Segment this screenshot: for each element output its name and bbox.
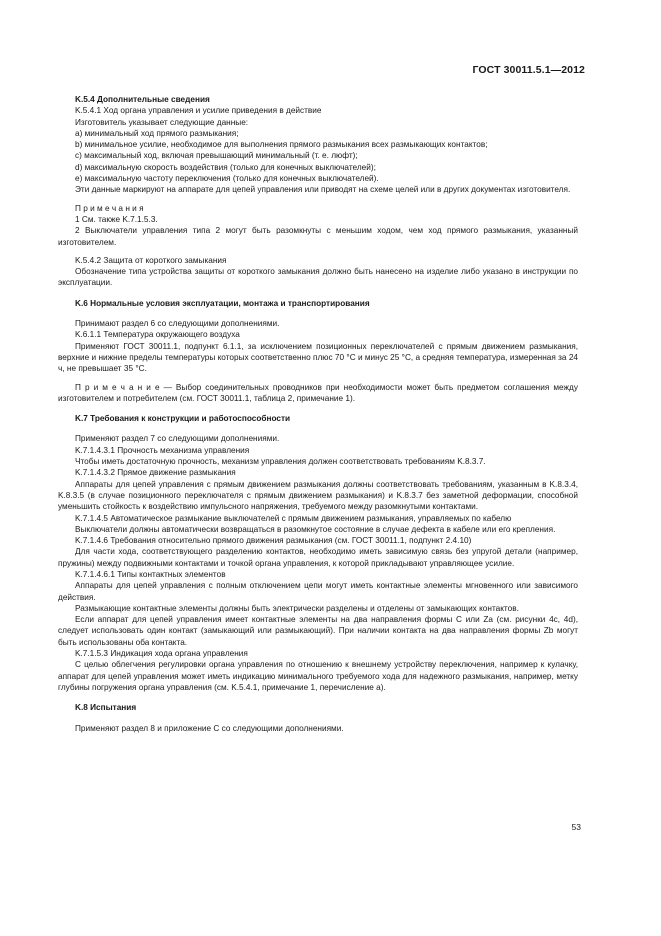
paragraph: K.7.1.4.6 Требования относительно прямого движения размыкания (см. ГОСТ 30011.1, подпункт 2.4.10) xyxy=(75,536,472,546)
paragraph: K.7.1.4.6.1 Типы контактных элементов xyxy=(75,569,226,579)
paragraph: Аппараты для цепей управления с полным отключением цепи могут иметь контактные элементы мгновенного или зависимого действия. xyxy=(58,581,578,602)
section-heading: K.5.4 Дополнительные сведения xyxy=(75,95,210,104)
paragraph: Принимают раздел 6 со следующими дополнениями. xyxy=(75,319,280,329)
paragraph: 2 Выключатели управления типа 2 могут быть разомкнуты с меньшим ходом, чем ход прямого размыкания, указанный изготовителем. xyxy=(58,226,578,247)
paragraph: Размыкающие контактные элементы должны быть электрически разделены и отделены от замыкающих контактов. xyxy=(75,603,519,613)
paragraph: Чтобы иметь достаточную прочность, механизм управления должен соответствовать требованиям K.8.3.7. xyxy=(75,457,486,467)
section-heading: K.7 Требования к конструкции и работоспособности xyxy=(75,414,291,424)
paragraph: K.5.4.2 Защита от короткого замыкания xyxy=(75,255,227,265)
paragraph: 1 См. также K.7.1.5.3. xyxy=(75,214,158,224)
paragraph: Изготовитель указывает следующие данные: xyxy=(75,117,249,127)
document-header: ГОСТ 30011.5.1—2012 xyxy=(472,64,585,76)
document-body xyxy=(58,94,578,734)
paragraph: Обозначение типа устройства защиты от короткого замыкания должно быть нанесено на изделие либо указано в инструкции по эксплуатации. xyxy=(58,267,578,288)
paragraph: e) максимальную частоту переключения (только для конечных выключателей). xyxy=(75,174,379,184)
paragraph: Применяют ГОСТ 30011.1, подпункт 6.1.1, за исключением позиционных переключателей с прямым движением размыкания, верхние и нижние пределы температуры которых соответственно плюс 70 °C и минус 25 °C, а средняя температура, измеренная за 24 ч, не превышает 35 °C. xyxy=(58,341,578,374)
paragraph: K.5.4.1 Ход органа управления и усилие приведения в действие xyxy=(75,106,322,116)
paragraph: K.6.1.1 Температура окружающего воздуха xyxy=(75,330,240,340)
paragraph: c) максимальный ход, включая превышающий минимальный (т. е. люфт); xyxy=(75,151,358,161)
section-heading: K.8 Испытания xyxy=(75,703,137,713)
paragraph: Эти данные маркируют на аппарате для цепей управления или приводят на схеме целей или в других документах изготовителя. xyxy=(75,185,571,195)
paragraph: Применяют раздел 8 и приложение C со следующими дополнениями. xyxy=(75,723,344,733)
paragraph: a) минимальный ход прямого размыкания; xyxy=(75,128,239,138)
paragraph: K.7.1.4.5 Автоматическое размыкание выключателей с прямым движением размыкания, управляемых по кабелю xyxy=(75,513,512,523)
paragraph: Аппараты для цепей управления с прямым движением размыкания должны соответствовать требованиям, указанным в K.8.3.4, K.8.3.5 (в случае позиционного переключателя с прямым движением размыкания) и K.8.3.7 без заметной деформации, способной уменьшить стойкость к воздействию импульсного напряжения, требуемого между разомкнутыми контактами. xyxy=(58,479,578,512)
paragraph: С целью облегчения регулировки органа управления по отношению к внешнему устройству переключения, например к кулачку, аппарат для цепей управления может иметь индикацию минимального требуемого хода для надежного размыкания, например, метку глубины погружения органа управления (см. K.5.4.1, примечание 1, перечисление а). xyxy=(58,660,578,692)
paragraph: Для части хода, соответствующего разделению контактов, необходимо иметь зависимую связь без упругой детали (например, пружины) между подвижными контактами и точкой органа управления, к которой прикладывают управляющее усилие. xyxy=(58,547,578,568)
section-heading: K.6 Нормальные условия эксплуатации, монтажа и транспортирования xyxy=(75,298,370,308)
page-number: 53 xyxy=(571,822,581,832)
paragraph: K.7.1.4.3.1 Прочность механизма управления xyxy=(75,445,250,455)
paragraph: Применяют раздел 7 со следующими дополнениями. xyxy=(75,434,280,444)
paragraph: K.7.1.4.3.2 Прямое движение размыкания xyxy=(75,468,236,478)
paragraph: П р и м е ч а н и е — Выбор соединительных проводников при необходимости может быть предметом соглашения между изготовителем и потребителем (см. ГОСТ 30011.1, таблица 2, примечание 1). xyxy=(58,382,578,403)
paragraph: d) максимальную скорость воздействия (только для конечных выключателей); xyxy=(75,162,376,172)
paragraph: Выключатели должны автоматически возвращаться в разомкнутое состояние в случае дефекта в кабеле или его крепления. xyxy=(75,524,556,534)
paragraph: П р и м е ч а н и я xyxy=(75,203,144,213)
paragraph: K.7.1.5.3 Индикация хода органа управления xyxy=(75,649,248,659)
paragraph: Если аппарат для цепей управления имеет контактные элементы на два направления формы C или Za (см. рисунки 4c, 4d), следует использовать один контакт (замыкающий или размыкающий). При наличии контакта на два направления формы Zb могут быть использованы оба контакта. xyxy=(58,615,578,647)
paragraph: b) минимальное усилие, необходимое для выполнения прямого размыкания всех размыкающих контактов; xyxy=(75,140,488,150)
